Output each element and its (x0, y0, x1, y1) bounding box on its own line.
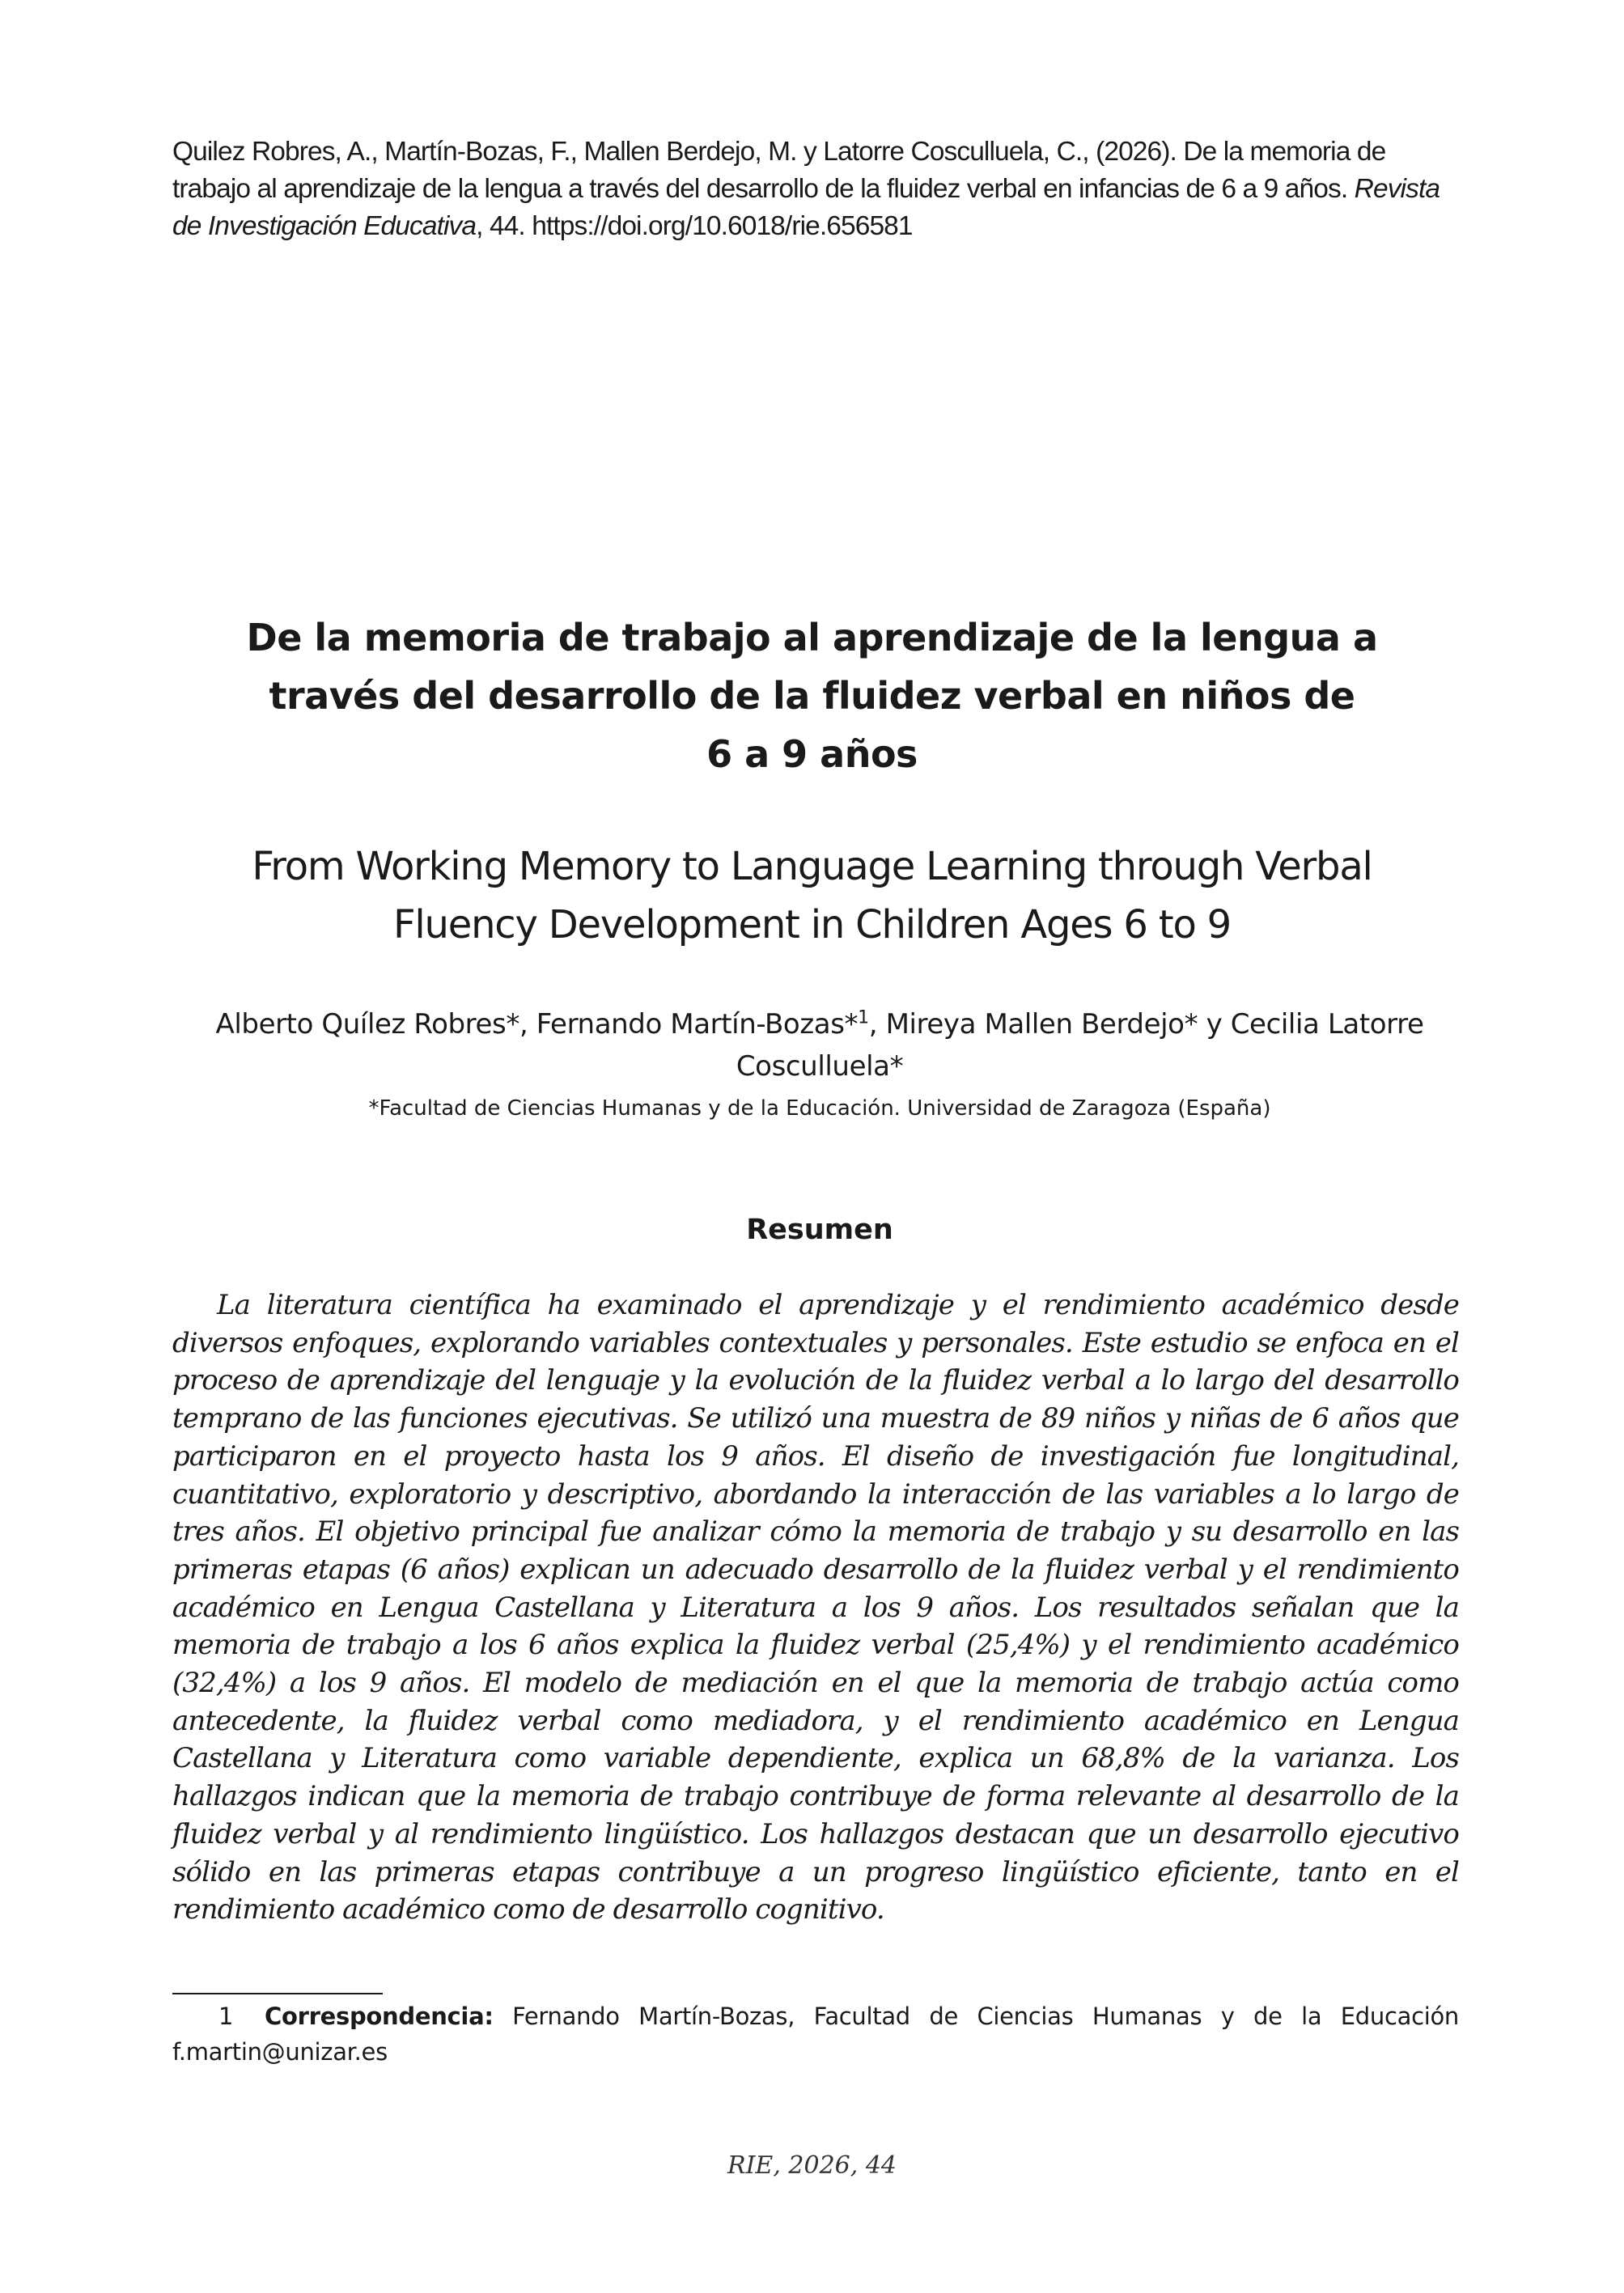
page-footer: RIE, 2026, 44 (727, 2151, 897, 2180)
citation-volume-doi: , 44. https://doi.org/10.6018/rie.656581 (476, 211, 913, 241)
title-spanish (162, 608, 1462, 783)
title-spanish-line-2: través del desarrollo de la fluidez verbal en niños de (269, 674, 1355, 718)
affiliation: *Facultad de Ciencias Humanas y de la Educación. Universidad de Zaragoza (España) (368, 1096, 1271, 1121)
abstract-body: La literatura científica ha examinado el aprendizaje y el rendimiento académico desde diversos enfoques, explorando variables contextuales y personales. Este estudio se enfoca en el proceso de aprendizaje del lenguaje y la evolución de la fluidez verbal a lo largo del desarrollo temprano de las funciones ejecutivas. Se utilizó una muestra de 89 niños y niñas de 6 años que participaron en el proyecto hasta los 9 años. El diseño de investigación fue longitudinal, cuantitativo, exploratorio y descriptivo, abordando la interacción de las variables a lo largo de tres años. El objetivo principal fue analizar cómo la memoria de trabajo y su desarrollo en las primeras etapas (6 años) explican un adecuado desarrollo de la fluidez verbal y el rendimiento académico en Lengua Castellana y Literatura a los 9 años. Los resultados señalan que la memoria de trabajo a los 6 años explica la fluidez verbal (25,4%) y el rendimiento académico (32,4%) a los 9 años. El modelo de mediación en el que la memoria de trabajo actúa como antecedente, la fluidez verbal como mediadora, y el rendimiento académico en Lengua Castellana y Literatura como variable dependiente, explica un 68,8% de la varianza. Los hallazgos indican que la memoria de trabajo contribuye de forma relevante al desarrollo de la fluidez verbal y al rendimiento lingüístico. Los hallazgos destacan que un desarrollo ejecutivo sólido en las primeras etapas contribuye a un progreso lingüístico eficiente, tanto en el rendimiento académico como de desarrollo cognitivo. (172, 1289, 1459, 1926)
citation-text: Quilez Robres, A., Martín-Bozas, F., Mallen Berdejo, M. y Latorre Cosculluela, C., (2026). De la memoria de trabajo al aprendizaje de la lengua a través del desarrollo de la fluidez verbal en infancias de 6 a 9 años. (172, 137, 1386, 204)
footnote (172, 1998, 1459, 2070)
title-english (162, 837, 1462, 954)
title-spanish-line-1: De la memoria de trabajo al aprendizaje de la lengua a (246, 616, 1378, 659)
title-spanish-line-3: 6 a 9 años (706, 732, 918, 776)
footnote-number: 1 (218, 2003, 234, 2030)
author-footnote-mark: 1 (858, 1007, 869, 1028)
citation-header (172, 134, 1467, 245)
authors-part-2: , Mireya Mallen Berdejo* y Cecilia Latorre Cosculluela* (736, 1008, 1424, 1083)
title-english-line-2: Fluency Development in Children Ages 6 to 9 (392, 902, 1232, 947)
footnote-divider (172, 1993, 383, 1994)
footnote-label: Correspondencia: (265, 2003, 494, 2030)
abstract-heading: Resumen (746, 1214, 893, 1246)
authors-part-1: Alberto Quílez Robres*, Fernando Martín-Bozas* (215, 1008, 859, 1041)
author-list (172, 1003, 1467, 1087)
footnote-text: Fernando Martín-Bozas, Facultad de Ciencias Humanas y de la Educación f.martin@unizar.es (172, 2003, 1459, 2066)
title-english-line-1: From Working Memory to Language Learning through Verbal (252, 844, 1372, 889)
citation-journal: Revista de Investigación Educativa (172, 174, 1440, 241)
